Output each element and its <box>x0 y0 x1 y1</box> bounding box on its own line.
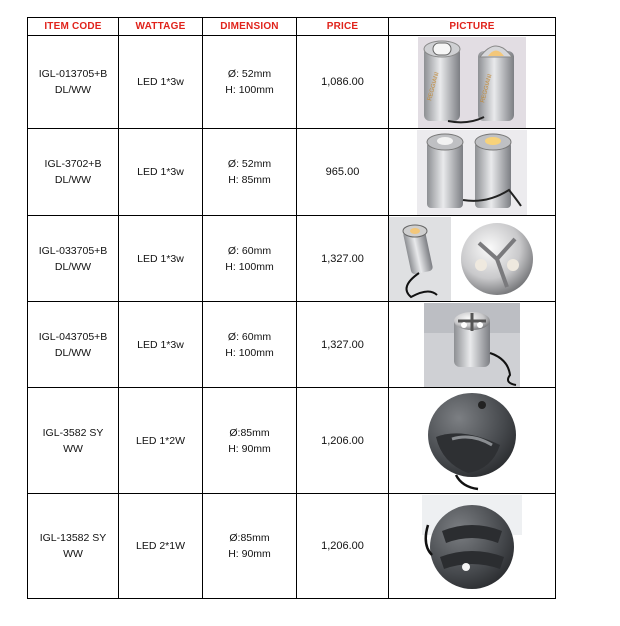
table-row <box>28 302 556 388</box>
wattage-cell: LED 1*3w <box>119 216 203 302</box>
dome-one-way-light-photo <box>422 389 522 493</box>
picture-cell <box>389 129 556 216</box>
picture-cell <box>389 216 556 302</box>
wattage-cell: LED 2*1W <box>119 494 203 599</box>
wattage-cell: LED 1*2W <box>119 388 203 494</box>
table-row <box>28 216 556 302</box>
price-table <box>27 17 556 599</box>
table-row <box>28 388 556 494</box>
wattage-cell: LED 1*3w <box>119 129 203 216</box>
svg-text:REGGIANI: REGGIANI <box>427 71 441 102</box>
table-row <box>28 494 556 599</box>
item-code-cell: IGL-13582 SY WW <box>28 494 119 599</box>
header-wattage: WATTAGE <box>119 18 203 36</box>
dimension-cell: Ø:85mm H: 90mm <box>203 494 297 599</box>
cylinder-spotlight-pair-photo <box>417 130 527 215</box>
header-price: PRICE <box>297 18 389 36</box>
dimension-cell: Ø: 52mm H: 100mm <box>203 36 297 129</box>
dome-two-way-light-photo <box>422 495 522 598</box>
price-cell: 1,327.00 <box>297 302 389 388</box>
item-code-cell: IGL-043705+B DL/WW <box>28 302 119 388</box>
price-cell: 965.00 <box>297 129 389 216</box>
dimension-cell: Ø: 52mm H: 85mm <box>203 129 297 216</box>
table-row <box>28 36 556 129</box>
wattage-cell: LED 1*3w <box>119 36 203 129</box>
picture-cell <box>389 494 556 599</box>
picture-cell <box>389 36 556 129</box>
price-cell: 1,086.00 <box>297 36 389 129</box>
dimension-cell: Ø: 60mm H: 100mm <box>203 302 297 388</box>
picture-cell <box>389 388 556 494</box>
header-picture: PICTURE <box>389 18 556 36</box>
dimension-cell: Ø: 60mm H: 100mm <box>203 216 297 302</box>
header-dimension: DIMENSION <box>203 18 297 36</box>
item-code-cell: IGL-3582 SY WW <box>28 388 119 494</box>
svg-text:REGGIANI: REGGIANI <box>480 73 494 104</box>
item-code-cell: IGL-033705+B DL/WW <box>28 216 119 302</box>
header-item-code: ITEM CODE <box>28 18 119 36</box>
picture-cell <box>389 302 556 388</box>
table-row <box>28 129 556 216</box>
item-code-cell: IGL-3702+B DL/WW <box>28 129 119 216</box>
price-cell: 1,206.00 <box>297 494 389 599</box>
wattage-cell: LED 1*3w <box>119 302 203 388</box>
price-cell: 1,327.00 <box>297 216 389 302</box>
price-cell: 1,206.00 <box>297 388 389 494</box>
header-row <box>28 18 556 36</box>
product-price-sheet <box>27 17 556 599</box>
dimension-cell: Ø:85mm H: 90mm <box>203 388 297 494</box>
four-way-light-photo <box>424 303 520 387</box>
item-code-cell: IGL-013705+B DL/WW <box>28 36 119 129</box>
cylinder-uplight-pair-photo <box>418 37 526 128</box>
three-way-light-photo <box>389 217 555 301</box>
